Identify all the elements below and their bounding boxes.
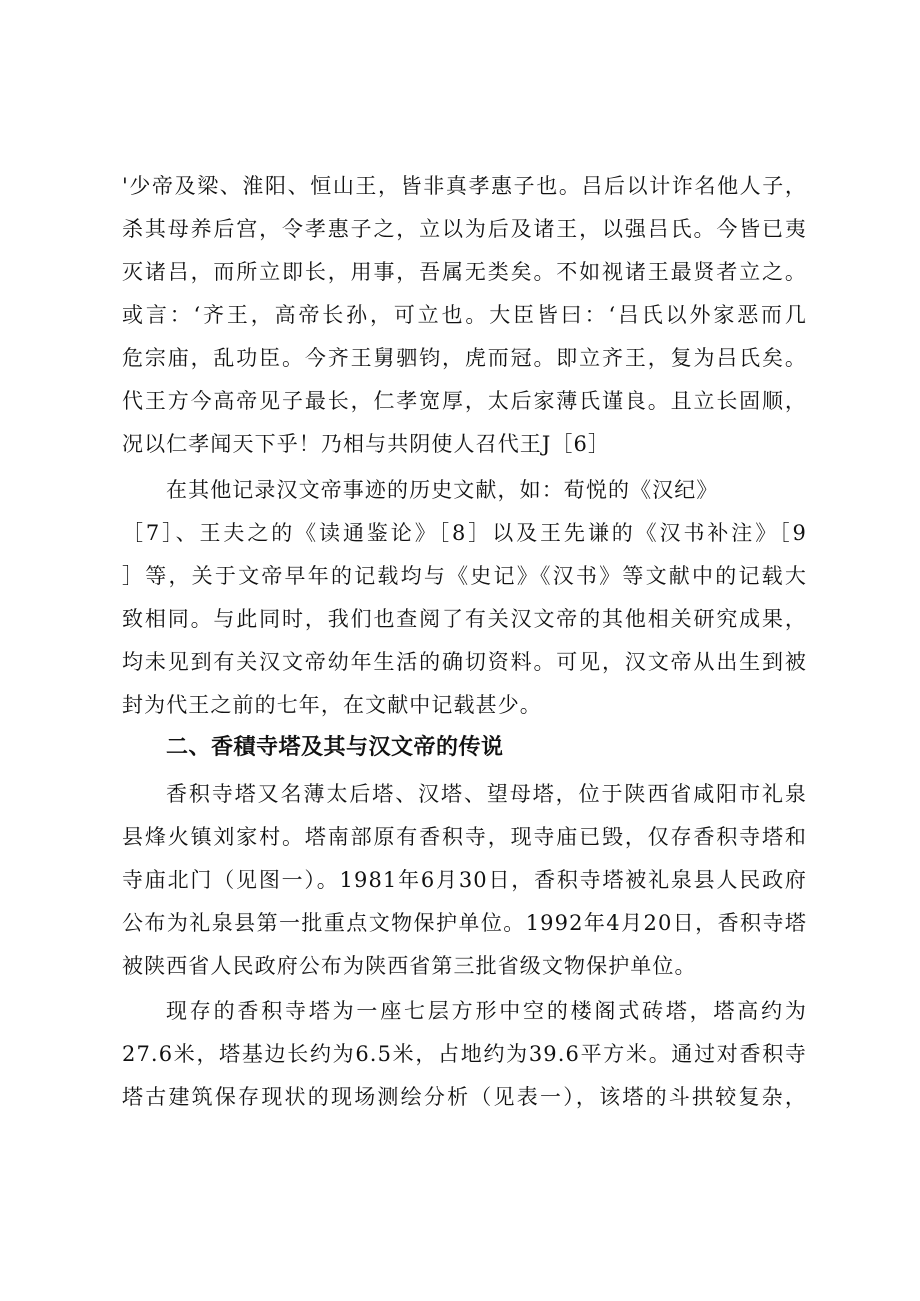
- paragraph-4-line-3: 塔古建筑保存现状的现场测绘分析（见表一），该塔的斗拱较复杂，: [122, 1085, 807, 1109]
- paragraph-3-line-3: 寺庙北门（见图一）。1981年6月30日，香积寺塔被礼泉县人民政府: [122, 868, 807, 892]
- paragraph-3-line-2: 县烽火镇刘家村。塔南部原有香积寺，现寺庙已毁，仅存香积寺塔和: [122, 825, 807, 849]
- paragraph-1-line-1: '少帝及梁、淮阳、恒山王，皆非真孝惠子也。吕后以计诈名他人子，: [122, 174, 807, 198]
- paragraph-2-line-5: 均未见到有关汉文帝幼年生活的确切资料。可见，汉文帝从出生到被: [122, 650, 807, 674]
- paragraph-4-line-2: 27.6米，塔基边长约为6.5米，占地约为39.6平方米。通过对香积寺: [122, 1042, 807, 1066]
- paragraph-1-line-4: 或言：‘齐王，高帝长孙，可立也。大臣皆曰：‘吕氏以外家恶而几: [122, 303, 807, 327]
- paragraph-4-line-1: 现存的香积寺塔为一座七层方形中空的楼阁式砖塔，塔高约为: [166, 999, 807, 1023]
- paragraph-2-line-3: ］等，关于文帝早年的记载均与《史记》《汉书》等文献中的记载大: [122, 564, 807, 588]
- paragraph-2-line-6: 封为代王之前的七年，在文献中记载甚少。: [122, 693, 542, 717]
- paragraph-3-line-1: 香积寺塔又名薄太后塔、汉塔、望母塔，位于陕西省咸阳市礼泉: [166, 782, 807, 806]
- paragraph-1-line-2: 杀其母养后宫，令孝惠子之，立以为后及诸王，以强吕氏。今皆已夷: [122, 217, 807, 241]
- paragraph-1-line-5: 危宗庙，乱功臣。今齐王舅驷钧，虎而冠。即立齐王，复为吕氏矣。: [122, 346, 807, 370]
- paragraph-3-line-5: 被陕西省人民政府公布为陕西省第三批省级文物保护单位。: [122, 954, 697, 978]
- paragraph-1-line-3: 灭诸吕，而所立即长，用事，吾属无类矣。不如视诸王最贤者立之。: [122, 260, 807, 284]
- paragraph-1-line-7: 况以仁孝闻天下乎！乃相与共阴使人召代王J［6］: [122, 432, 611, 456]
- paragraph-2-line-2: ［7］、王夫之的《读通鉴论》［8］以及王先谦的《汉书补注》［9: [122, 521, 807, 545]
- paragraph-3-line-4: 公布为礼泉县第一批重点文物保护单位。1992年4月20日，香积寺塔: [122, 911, 807, 935]
- paragraph-2-line-1: 在其他记录汉文帝事迹的历史文献，如：荀悦的《汉纪》: [166, 478, 719, 502]
- paragraph-2-line-4: 致相同。与此同时，我们也查阅了有关汉文帝的其他相关研究成果，: [122, 607, 807, 631]
- paragraph-1-line-6: 代王方今高帝见子最长，仁孝宽厚，太后家薄氏谨良。且立长固顺，: [122, 389, 807, 413]
- section-heading: 二、香積寺塔及其与汉文帝的传说: [166, 735, 504, 760]
